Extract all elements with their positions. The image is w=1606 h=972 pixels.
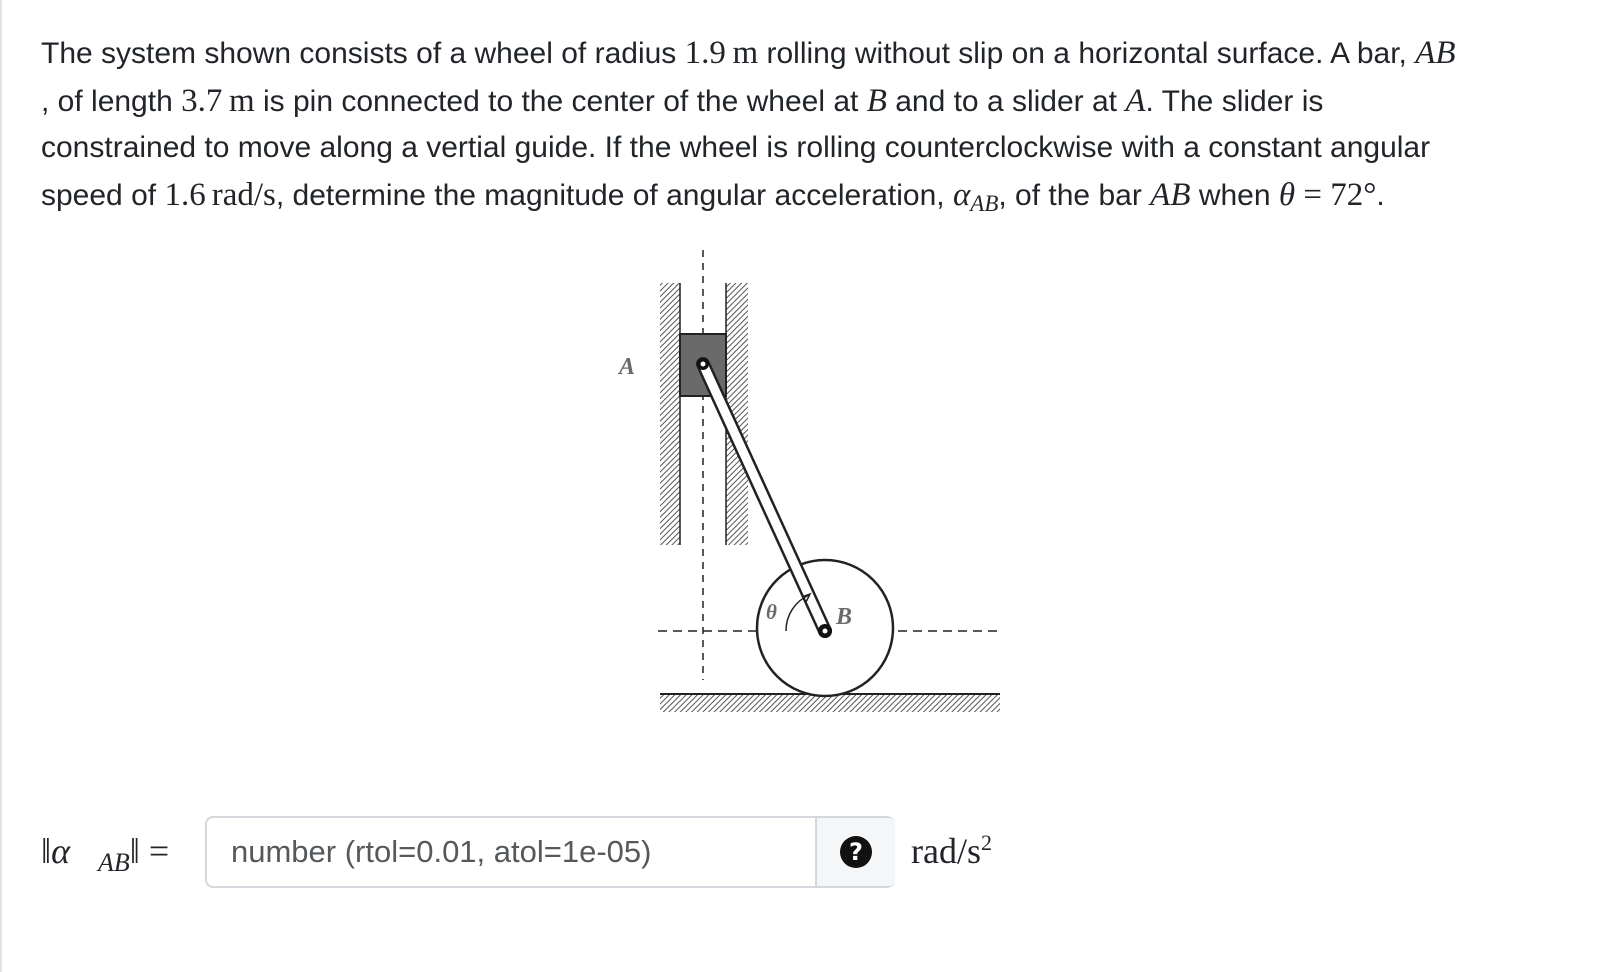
units-exponent: 2 [980,830,992,855]
point-b: B [866,82,887,119]
question-text [41,30,1601,221]
theta-symbol: θ [1278,176,1296,213]
mechanism-diagram [600,240,1020,720]
alpha-subscript: AB [98,848,130,877]
speed-value: 1.6 [164,176,206,213]
pin-a-center [701,362,706,367]
label-a: A [619,354,636,380]
radius-unit-text: m [732,35,759,71]
angle-value: 72° [1330,176,1377,213]
length-value: 3.7 [181,82,223,119]
help-button[interactable] [815,818,895,886]
radius-value: 1.9 [684,35,726,71]
text: , of length [41,84,182,118]
norm-right: ‖ [129,831,140,871]
question-line-3: constrained to move along a vertial guide. If the wheel is rolling counterclockwise with a constant angular [41,131,1431,164]
text: , of the bar [998,178,1151,212]
text: when [1190,178,1279,212]
equals-sign: = [139,831,170,871]
question-circle-icon[interactable]: ? [840,836,872,868]
left-border [0,0,2,972]
bar-name: AB [1415,35,1456,71]
answer-units [911,830,992,872]
text: is pin connected to the center of the wheel at [254,84,867,118]
norm-left: ‖ [41,831,52,871]
answer-row [41,816,1041,890]
text: , determine the magnitude of angular acceleration, [275,178,953,212]
pin-b-center [823,629,828,634]
point-a: A [1125,82,1146,119]
text: and to a slider at [886,84,1126,118]
equals-sign: = [1295,176,1331,213]
length-unit [222,83,254,119]
length-unit-text: m [228,82,255,119]
text: The system shown consists of a wheel of radius [41,37,685,70]
text: speed of [41,178,165,212]
answer-label [41,830,170,877]
text: rolling without slip on a horizontal surface. A bar, [758,37,1416,70]
speed-unit: rad/s [211,176,276,213]
label-theta: θ [766,600,777,624]
alpha-subscript: AB [970,190,999,216]
radius-unit [726,35,758,71]
bar-ab [703,364,825,631]
guide-wall-left [660,283,680,545]
mechanism-figure [600,240,1020,720]
label-b: B [836,604,853,630]
units-base: rad/s [911,831,981,871]
text: . [1376,178,1385,212]
alpha-vector: α⃗ [51,831,99,871]
bar-name: AB [1150,176,1191,213]
answer-input[interactable] [207,818,815,886]
text: . The slider is [1145,84,1324,118]
question-line-4 [41,172,1601,222]
alpha-symbol: α [952,176,971,213]
answer-input-group [205,816,895,888]
question-line-2 [41,78,1601,126]
question-line-1 [41,30,1601,78]
